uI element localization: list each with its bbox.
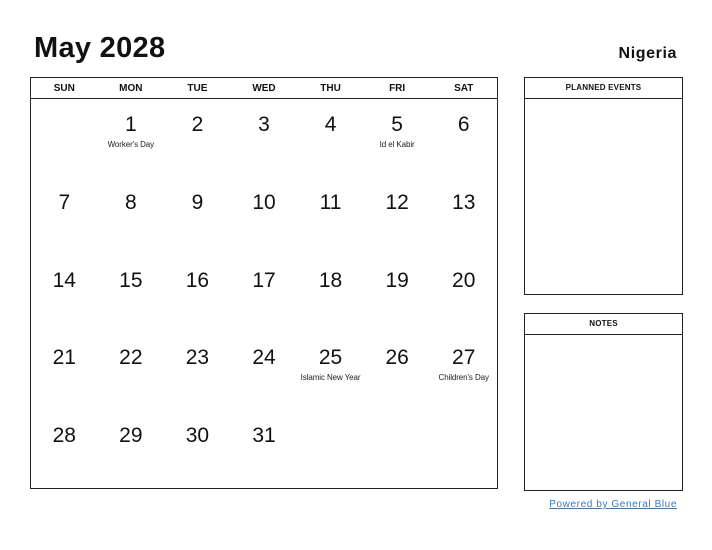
weekday-sun: SUN [53, 83, 75, 94]
day-number: 7 [58, 190, 71, 214]
day-number: 17 [252, 268, 276, 292]
day-cell [31, 410, 98, 488]
day-cell [231, 177, 298, 255]
notes-panel [524, 313, 683, 491]
holiday-label: Children's Day [438, 373, 489, 383]
day-cell [164, 332, 231, 410]
day-cell [364, 177, 431, 255]
powered-by-link[interactable]: Powered by General Blue [549, 499, 677, 510]
holiday-label: Id el Kabir [379, 140, 415, 149]
day-number: 23 [185, 346, 210, 370]
day-number: 12 [385, 190, 409, 214]
country-label: Nigeria [618, 45, 677, 62]
day-number: 6 [457, 113, 470, 136]
day-cell [364, 255, 431, 333]
weekday-fri: FRI [389, 83, 406, 94]
day-number: 2 [191, 113, 204, 136]
day-cell [430, 177, 497, 255]
day-cell [231, 99, 298, 177]
day-cell [297, 410, 364, 488]
planned-events-title: PLANNED EVENTS [525, 78, 682, 99]
day-number: 13 [452, 190, 476, 214]
day-number: 29 [119, 424, 143, 448]
calendar-grid [31, 99, 497, 488]
day-cell [31, 99, 98, 177]
day-number: 24 [252, 346, 276, 370]
weekday-mon: MON [119, 83, 143, 94]
day-cell [231, 410, 298, 488]
day-cell [430, 410, 497, 488]
day-number: 19 [385, 268, 409, 292]
day-cell [98, 410, 165, 488]
weekday-wed: WED [252, 83, 276, 94]
day-cell [430, 332, 497, 410]
day-number: 1 [125, 113, 137, 136]
day-number: 21 [52, 346, 76, 370]
day-number: 9 [191, 190, 204, 214]
day-cell [430, 99, 497, 177]
day-cell [164, 255, 231, 333]
day-cell [164, 177, 231, 255]
day-cell [31, 255, 98, 333]
day-cell [164, 99, 231, 177]
day-cell [98, 255, 165, 333]
weekday-tue: TUE [187, 83, 208, 94]
day-number: 18 [318, 268, 343, 292]
day-number: 3 [258, 113, 270, 136]
day-cell [430, 255, 497, 333]
day-number: 4 [324, 113, 337, 136]
day-cell [364, 410, 431, 488]
day-cell [31, 332, 98, 410]
weekday-sat: SAT [454, 83, 474, 94]
day-number: 27 [452, 346, 476, 370]
weekday-header [31, 78, 497, 99]
day-number: 20 [452, 268, 476, 292]
month-calendar [30, 77, 498, 489]
day-cell [297, 177, 364, 255]
day-cell [164, 410, 231, 488]
day-number: 5 [391, 113, 403, 136]
day-cell [231, 332, 298, 410]
day-number: 31 [252, 424, 276, 448]
day-cell [98, 177, 165, 255]
day-cell [297, 255, 364, 333]
day-number: 28 [52, 424, 76, 448]
day-number: 16 [185, 268, 210, 292]
day-cell [297, 99, 364, 177]
holiday-label: Islamic New Year [300, 373, 361, 383]
day-number: 15 [119, 268, 143, 292]
day-number: 22 [119, 346, 143, 370]
day-number: 25 [318, 346, 343, 370]
day-number: 11 [319, 190, 342, 214]
day-number: 26 [385, 346, 409, 370]
day-number: 8 [125, 190, 137, 214]
notes-title: NOTES [525, 314, 682, 335]
day-number: 10 [252, 190, 276, 214]
holiday-label: Worker's Day [107, 140, 155, 149]
day-number: 14 [52, 268, 76, 292]
day-cell [364, 99, 431, 177]
day-cell [297, 332, 364, 410]
planned-events-panel [524, 77, 683, 295]
day-cell [231, 255, 298, 333]
weekday-thu: THU [320, 83, 341, 94]
day-cell [31, 177, 98, 255]
day-cell [364, 332, 431, 410]
page-title: May 2028 [34, 32, 166, 64]
day-cell [98, 332, 165, 410]
day-cell [98, 99, 165, 177]
day-number: 30 [185, 424, 210, 448]
